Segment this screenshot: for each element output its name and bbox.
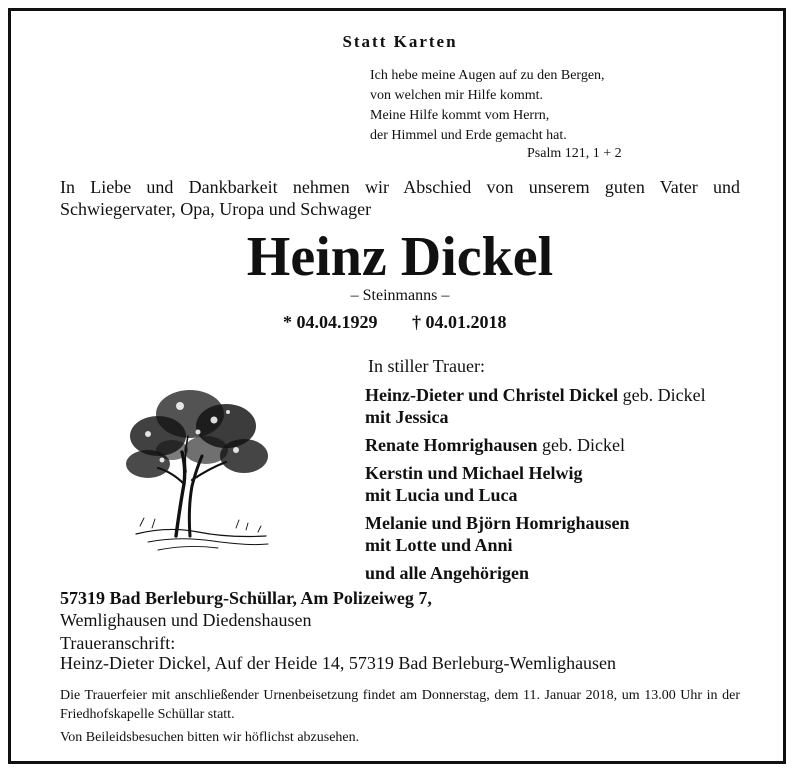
death-date: † 04.01.2018 (412, 312, 507, 332)
mourner-line: Kerstin und Michael Helwig (365, 463, 583, 483)
mourner-line: mit Jessica (365, 407, 449, 427)
funeral-notice: Die Trauerfeier mit anschließender Urnenbeisetzung findet am Donnerstag, dem 11. Januar 2018, um 13.00 Uhr in der Friedhofskapelle Schüllar statt. (60, 688, 740, 722)
mourner-line: mit Lotte und Anni (365, 535, 513, 555)
deceased-name: Heinz Dickel (246, 226, 554, 288)
psalm-line: Meine Hilfe kommt vom Herrn, (370, 108, 550, 123)
tree-illustration-icon (118, 376, 278, 566)
mourners-list (365, 384, 706, 584)
psalm-quote (370, 66, 605, 146)
psalm-line: der Himmel und Erde gemacht hat. (370, 128, 567, 143)
mourner-line (365, 384, 706, 406)
intro-text: In Liebe und Dankbarkeit nehmen wir Abschied von unserem guten Vater und Schwiegervater, Opa, Uropa und Schwager (60, 177, 740, 219)
mourner-note: geb. Dickel (537, 435, 625, 455)
deceased-nickname: – Steinmanns – (350, 287, 450, 304)
family-villages: Wemlighausen und Diedenshausen (60, 610, 312, 630)
notice-header: Statt Karten (342, 32, 458, 51)
mourning-address: Heinz-Dieter Dickel, Auf der Heide 14, 57319 Bad Berleburg-Wemlighausen (60, 653, 617, 673)
mourner-name: Renate Homrighausen (365, 435, 538, 455)
mourner-line (365, 434, 706, 456)
mourner-line: mit Lucia und Luca (365, 485, 518, 505)
mourner-line: Melanie und Björn Homrighausen (365, 513, 630, 533)
birth-date: * 04.04.1929 (283, 312, 378, 332)
mourners-heading: In stiller Trauer: (368, 356, 485, 376)
psalm-line: Ich hebe meine Augen auf zu den Bergen, (370, 68, 605, 83)
mourner-line: und alle Angehörigen (365, 563, 530, 583)
psalm-reference: Psalm 121, 1 + 2 (527, 146, 622, 161)
condolence-note: Von Beileidsbesuchen bitten wir höflichst abzusehen. (60, 730, 360, 745)
psalm-line: von welchen mir Hilfe kommt. (370, 88, 544, 103)
mourning-address-label: Traueranschrift: (60, 633, 176, 653)
family-address: 57319 Bad Berleburg-Schüllar, Am Polizeiweg 7, (60, 588, 432, 608)
mourner-name: Heinz-Dieter und Christel Dickel (365, 385, 619, 405)
mourner-note: geb. Dickel (618, 385, 706, 405)
